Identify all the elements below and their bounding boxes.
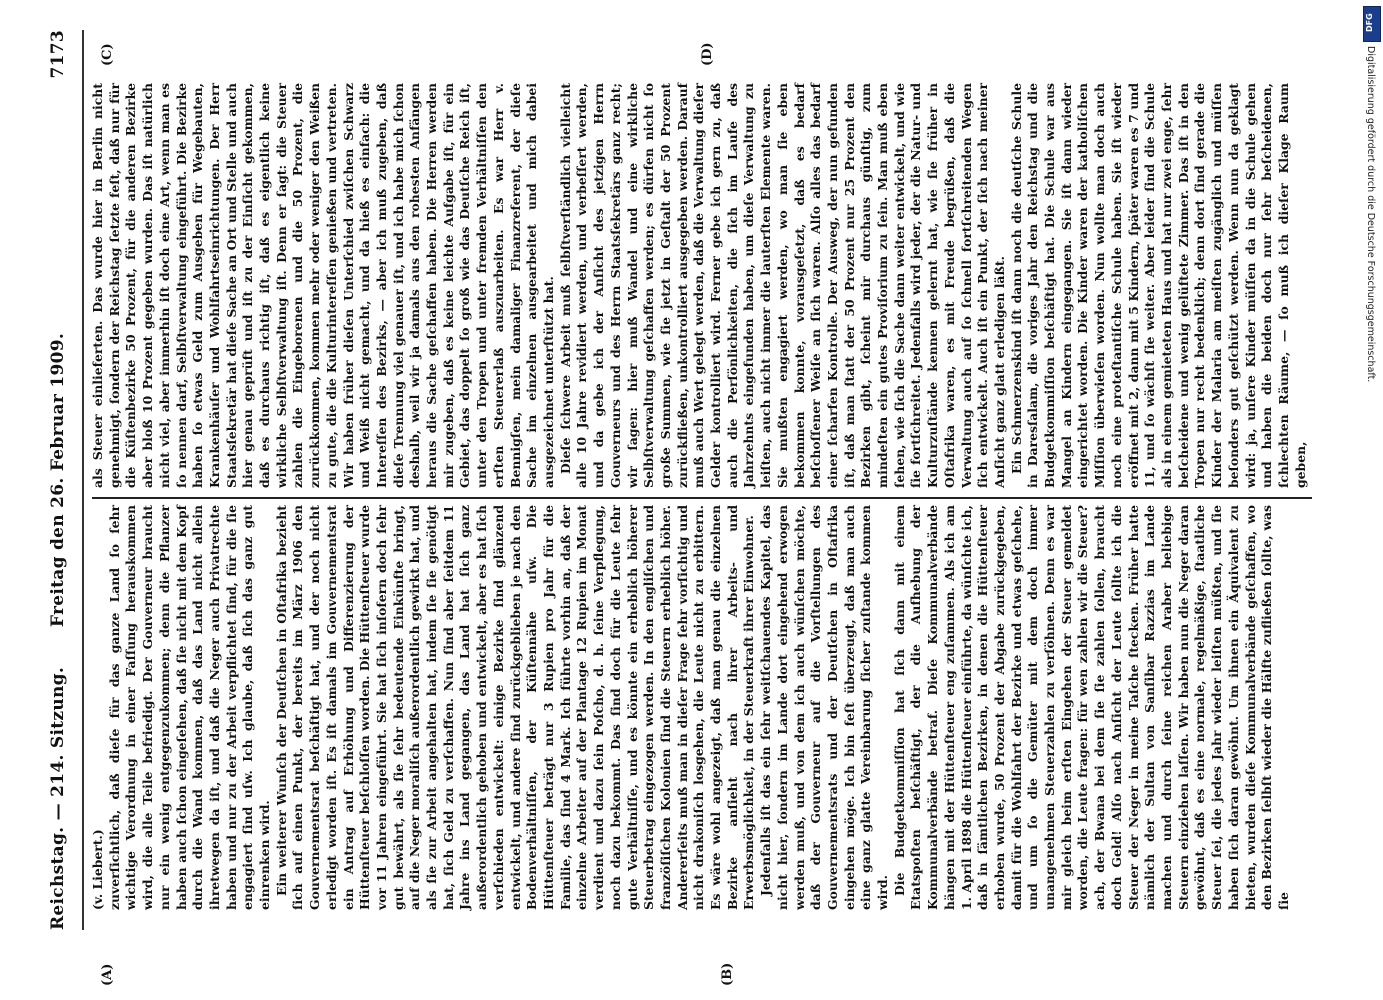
left-column: [90, 505, 1290, 910]
credit-text: Digitalisierung gefördert durch die Deutsche Forschungsgemeinschaft.: [1365, 46, 1376, 383]
margin-marker-d: (D): [700, 42, 715, 66]
margin-marker-b: (B): [720, 962, 735, 986]
left-paragraph: Jedenfalls iſt das ein ſehr weitſchauendes Kapitel, das nicht hier, ſondern im Lande dort eingehend erwogen werden muß, und von dem ich auch wünſchen möchte, daß der Gouverneur auf die Vorſtellungen des Gouvernementsrats und der Deutſchen in Oſtafrika eingehen möge. Ich bin feſt überzeugt, daß man auch eine ganz glatte Vereinbarung ſicher zuſtande kommen wird.: [758, 505, 891, 910]
dfg-logo: [1363, 6, 1381, 42]
right-paragraph: Dieſe ſchwere Arbeit muß ſelbſtverſtändlich vielleicht alle 10 Jahre revidiert werden, und verbeſſert werden, und da gebe ich der Anſicht des jetzigen Herrn Gouverneurs und des Herrn Staatsſekretärs ganz recht; wir ſagen: hier muß Wandel und eine wirkliche Selbſtverwaltung geſchaffen werden; es dürfen nicht ſo große Summen, wie ſie jetzt in Geſtalt der 50 Prozent zurückfließen, unkontrolliert ausgegeben werden. Darauf muß auch Wert gelegt werden, daß die Verwaltung dieſer Gelder kontrolliert wird. Ferner gebe ich gern zu, daß auch die Perſönlichkeiten, die ſich im Laufe des Jahrzehnts eingefunden haben, um dieſe Verwaltung zu leiſten, auch nicht immer die lauterſten Elemente waren. Sie mußten engagiert werden, wo man ſie eben bekommen konnte, vorausgeſetzt, daß es bedarf beſchoſſener Weiſe an ſich waren. Alſo alles das bedarf einer ſcharfen Kontrolle. Der Ausweg, der nun gefunden iſt, daß man ſtatt der 50 Prozent nur 25 Prozent den Bezirken gibt, ſcheint mir durchaus günſtig, zum mindeſten ein gutes Proviſorium zu ſein. Man muß eben ſehen, wie ſich die Sache dann weiter entwickelt, und wie ſie fortſchreitet. Jedenfalls wird jeder, der die Natur- und Kulturzuſtände kennen gelernt hat, wie ſie früher in Oſtafrika waren, es mit Freude begrüßen, daß die Verwaltung auch auf ſo ſchnell fortſchreitenden Wegen ſich entwickelt. Auch iſt ein Punkt, der ſich nach meiner Anſicht ganz glatt erledigen läßt.: [557, 83, 1007, 488]
dfg-logo-text: DFG: [1365, 13, 1374, 32]
page-number: 7173: [48, 30, 68, 79]
page-header: [40, 30, 80, 930]
header-session: Reichstag. — 214. Sitzung.: [48, 666, 68, 930]
speaker-name: (v. Liebert.): [90, 829, 105, 910]
header-date: Freitag den 26. Februar 1909.: [48, 332, 68, 628]
header-divider: [82, 30, 84, 930]
digitization-credit: [1362, 6, 1380, 956]
right-paragraph: Ein Schmerzenskind iſt dann noch die deutſche Schule in Daresſalam, die voriges Jahr den Reichstag und die Budgetkommiſſion beſchäftigt hat. Die Schule war aus Mangel an Kindern eingegangen. Sie iſt dann wieder eingerichtet worden. Die Kinder waren der katholiſchen Miſſion überwieſen worden. Nun wollte man doch auch noch eine proteſtantiſche Schule haben. Sie iſt wieder eröffnet mit 2, dann mit 5 Kindern, ſpäter waren es 7 und 11, und ſo wächſt ſie weiter. Aber leider ſind die Schule als in einem gemieteten Haus und hat nur zwei enge, ſehr beſcheidene und wenig gelüftete Zimmer. Das iſt in den Tropen nur recht bedenklich; denn dort ſind gerade die Kinder der Malaria am meiſten zugänglich und müſſen beſonders gut geſchützt werden. Wenn nun da geklagt wird: ja, unſere Kinder müſſen da in die Schule gehen und haben die beiden doch nur ſehr beſcheidenen, ſchlechten Räume, — ſo muß ich dieſer Klage Raum geben,: [1008, 83, 1308, 488]
right-paragraph: als Steuer einlieferten. Das wurde hier in Berlin nicht genehmigt, ſondern der Reichstag ſetzte feſt, daß nur für die Küſtenbezirke 50 Prozent, für die anderen Bezirke aber bloß 10 Prozent gegeben wurden. Das iſt natürlich nicht viel, aber immerhin iſt doch eine Art, wenn man es ſo nennen darf, Selbſtverwaltung eingeführt. Die Bezirke haben ſo etwas Geld zum Ausgeben für Wegebauten, Krankenhäuſer und Wohlfahrtseinrichtungen. Der Herr Staatsſekretär hat dieſe Sache an Ort und Stelle und auch hier genau geprüft und iſt zu der Einſicht gekommen, daß es durchaus richtig iſt, daß es eigentlich keine wirkliche Selbſtverwaltung iſt. Denn er ſagt: die Steuer zahlen die Eingeborenen und die 50 Prozent, die zurückkommen, kommen mehr oder weniger den Weißen zu gute, die die Kulturintereſſen genießen und vertreten. Wir haben früher dieſen Unterſchied zwiſchen Schwarz und Weiß nicht gemacht, und da hieß es einfach: die Intereſſen des Bezirks, — aber ich muß zugeben, daß dieſe Trennung viel genauer iſt, und ich habe mich ſchon deshalb, weil wir ja damals aus den rohesten Anfängen heraus die Sache geſchaffen haben. Die Herren werden mir zugeben, daß es keine leichte Aufgabe iſt, für ein Gebiet, das doppelt ſo groß wie das Deutſche Reich iſt, unter den Tropen und unter fremden Verhältniſſen den erſten Steuererlaß auszuarbeiten. Es war Herr v. Bennigſen, mein damaliger Finanzreferent, der dieſe Sache im einzelnen ausgearbeitet und mich dabei ausgezeichnet unterſtützt hat.: [90, 83, 556, 488]
right-column: [90, 83, 1308, 488]
left-paragraph: zuverſichtlich, daß dieſe für das ganze Land ſo ſehr wichtige Verordnung in einer Faſſung herauskommen wird, die alle Teile befriedigt. Der Gouverneur braucht nur ein wenig entgegenzukommen; denn die Pflanzer haben auch ſchon eingeſehen, daß ſie nicht mit dem Kopf durch die Wand kommen, daß das Land nicht allein ihretwegen da iſt, und daß die Neger auch Privatrechte haben und nur zu der Arbeit verpflichtet ſind, für die ſie engagiert ſind uſw. Ich glaube, daß ſich das ganz gut einrenken wird.: [106, 505, 273, 910]
margin-marker-c: (C): [100, 43, 115, 66]
margin-marker-a: (A): [100, 963, 115, 986]
left-paragraph: Die Budgetkommiſſion hat ſich dann mit einem Etatspoſten beſchäftigt, der die Aufhebung der Kommunalverbände betraf. Dieſe Kommunalverbände hängen mit der Hüttenſteuer eng zuſammen. Als ich am 1. April 1898 die Hüttenſteuer einführte, da wünſchte ich, daß in ſämtlichen Bezirken, in denen die Hüttenſteuer erhoben wurde, 50 Prozent der Abgabe zurückgegeben, damit für die Wohlfahrt der Bezirke und etwas geſchehe, und um ſo die Gemüter mit dem doch immer unangenehmen Steuerzahlen zu verſöhnen. Denn es war mir gleich beim erſten Eingehen der Steuer gemeldet worden, die Leute fragen: für wen zahlen wir die Steuer? ach, der Bwana bei dem ſie ſie zahlen ſollen, braucht doch Geld! Alſo nach Anſicht der Leute ſollte ich die Steuer der Neger in meine Taſche ſtecken. Früher hatte nämlich der Sultan von Sanſibar Razzias im Lande machen und durch ſeine reichen Araber beliebige Steuern einziehen laſſen. Wir haben nun die Neger daran gewöhnt, daß es eine normale, regelmäßige, ſtaatliche Steuer ſei, die jedes Jahr wieder leiſten müßten, und ſie haben ſich daran gewöhnt. Um ihnen ein Äquivalent zu bieten, wurden dieſe Kommunalverbände geſchaffen, wo den Bezirken ſelbſt wieder die Hälfte zufließen ſollte, was ſie: [891, 505, 1291, 910]
left-paragraph: Ein weiterer Wunſch der Deutſchen in Oſtafrika bezieht ſich auf einen Punkt, der bereits im März 1906 den Gouvernementsrat beſchäftigt hat, und der noch nicht erledigt worden iſt. Es iſt damals im Gouvernementsrat ein Antrag auf Erhöhung und Differenzierung der Hüttenſteuer beſchloſſen worden. Die Hüttenſteuer wurde vor 11 Jahren eingeführt. Sie hat ſich inſofern doch ſehr gut bewährt, als ſie ſehr bedeutende Einkünfte bringt, auf die Neger moraliſch außerordentlich gewirkt hat, und als ſie zur Arbeit angehalten hat, indem ſie ſie genötigt hat, ſich Geld zu verſchaffen. Nun ſind aber ſeitdem 11 Jahre ins Land gegangen, das Land hat ſich ganz außerordentlich gehoben und entwickelt, aber es hat ſich verſchieden entwickelt: einige Bezirke ſind glänzend entwickelt, und andere ſind zurückgeblieben je nach den Bodenverhältniſſen, der Küſtennähe uſw. Die Hüttenſteuer beträgt nur 3 Rupien pro Jahr für die Familie, das ſind 4 Mark. Ich führte vorhin an, daß der einzelne Arbeiter auf der Plantage 12 Rupien im Monat verdient und dazu ſein Poſcho, d. h. ſeine Verpflegung, noch dazu bekommt. Das ſind doch für die Leute ſehr gute Verhältniſſe, und es könnte ein erheblich höherer Steuerbetrag eingezogen werden. In den engliſchen und franzöſiſchen Kolonien ſind die Steuern erheblich höher. Andererſeits muß man in dieſer Frage ſehr vorſichtig und nicht drakoniſch losgehen, die Leute nicht zu erbittern. Es wäre wohl angezeigt, daß man genau die einzelnen Bezirke anſieht nach ihrer Arbeits- und Erwerbsmöglichkeit, in der Steuerkraft ihrer Einwohner.: [273, 505, 757, 910]
column-divider: [92, 498, 1312, 500]
